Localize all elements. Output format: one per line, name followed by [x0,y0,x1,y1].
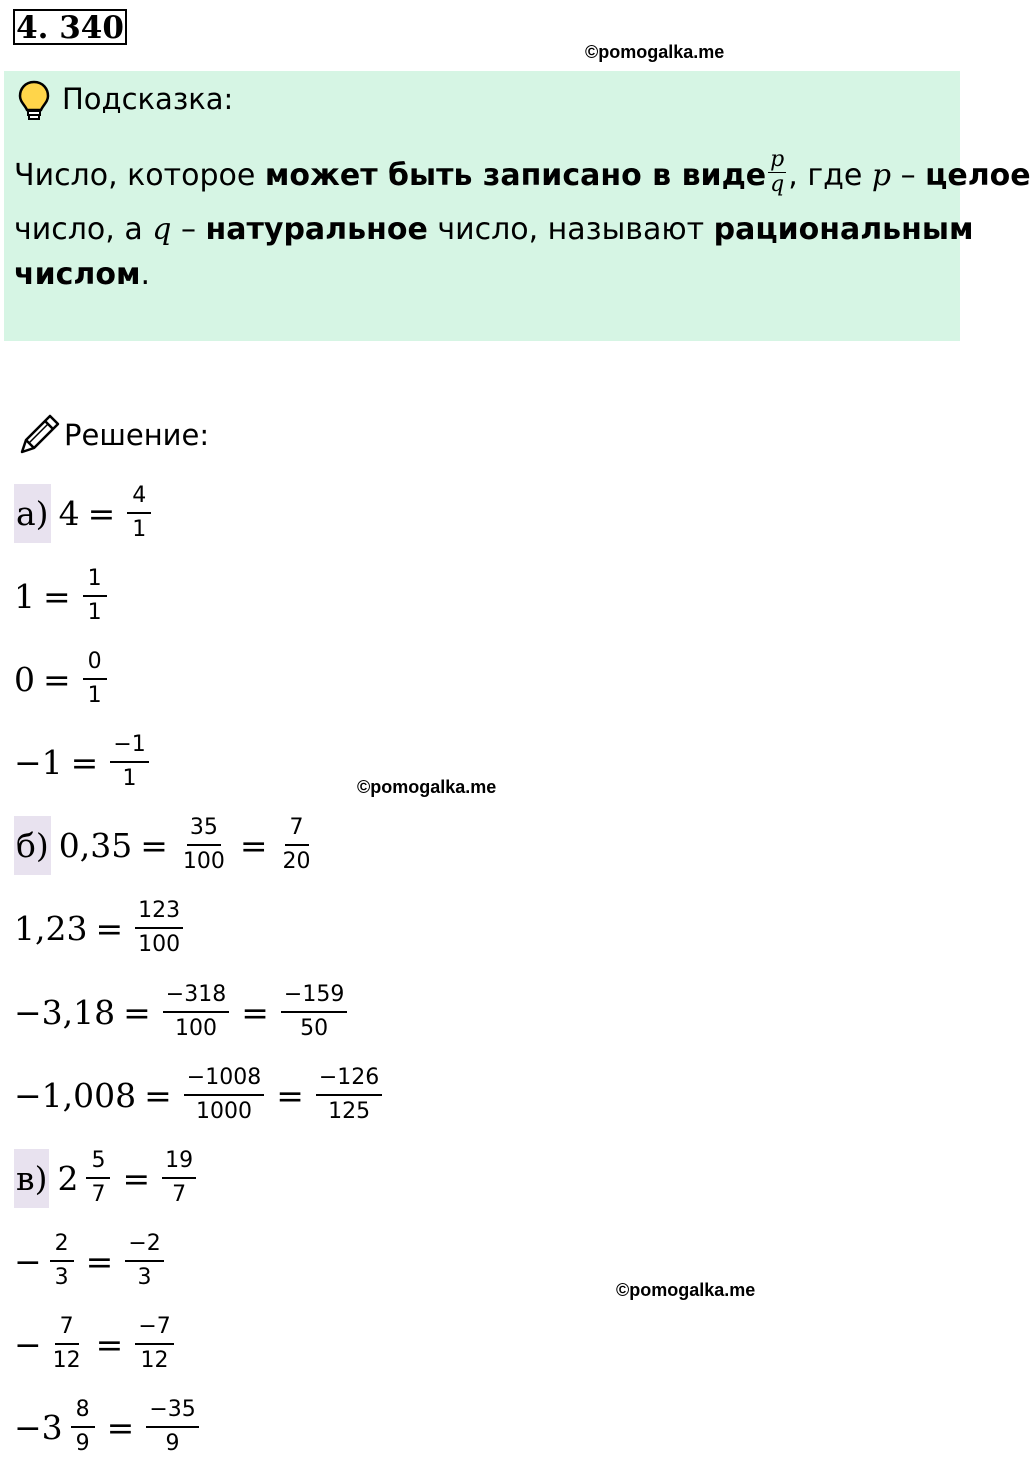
watermark: ©pomogalka.me [616,1280,756,1300]
hint-bold: может быть записано в виде [264,158,767,193]
equals-sign: = [241,992,269,1032]
fraction [163,979,229,1045]
equation-line [14,1148,202,1208]
hint-text: Число, которое [14,158,265,193]
hint-text: – [171,212,206,247]
equation-line [14,649,113,709]
fraction-numerator: −7 [135,1311,173,1345]
fraction-numerator: 4 [127,480,151,514]
hint-text: – [891,158,926,193]
equation-lhs: 0 [14,659,35,699]
fraction-denominator: 12 [140,1348,169,1373]
fraction-denominator: 100 [138,932,181,957]
pencil-icon [18,412,62,456]
fraction-denominator: 1 [87,683,102,708]
fraction-denominator: 12 [52,1348,81,1373]
fraction [127,480,151,546]
hint-line-2 [14,212,974,247]
fraction-numerator: −318 [163,979,229,1013]
part-label: а) [14,484,51,543]
equation-lhs: −3 [14,1407,63,1447]
fraction [86,1145,110,1211]
equation-lhs: − [14,1241,42,1281]
fraction [180,812,228,878]
equation-line [14,483,157,543]
hint-bold: натуральное [205,212,428,247]
fraction [316,1062,382,1128]
equation-lhs: 4 [58,493,80,533]
equals-sign: = [87,493,116,533]
hint-text: число, называют [427,212,714,247]
fraction-denominator: 125 [328,1099,371,1124]
fraction-denominator: 100 [175,1016,218,1041]
equals-sign: = [95,1324,124,1364]
fraction [162,1145,196,1211]
fraction-numerator: 5 [86,1145,110,1179]
hint-text: . [140,257,151,292]
watermark: ©pomogalka.me [357,777,497,797]
equals-sign: = [70,742,99,782]
fraction-numerator: 123 [135,895,183,929]
equals-sign: = [123,992,151,1032]
fraction [135,895,183,961]
fraction-denominator: 100 [182,849,225,874]
fraction [83,646,107,712]
equation-line [14,1065,388,1125]
fraction-denominator: 3 [137,1265,152,1290]
hint-line-1 [14,147,1031,201]
fraction [184,1062,264,1128]
equation-line [14,815,320,875]
part-label: в) [14,1149,49,1208]
hint-bold: рациональным [713,212,974,247]
fraction [50,1228,74,1294]
hint-text: число, а [14,212,153,247]
equals-sign: = [122,1158,151,1198]
fraction [281,979,347,1045]
equation-lhs: 1,23 [14,908,88,948]
equation-lhs: − [14,1324,42,1364]
fraction-denominator: 20 [282,849,311,874]
equals-sign: = [43,576,71,616]
watermark: ©pomogalka.me [585,42,725,62]
equals-sign: = [144,1075,172,1115]
fraction-numerator: 7 [55,1311,79,1345]
equation-line [14,1231,170,1291]
hint-bold: числом [14,257,141,292]
equals-sign: = [85,1241,114,1281]
fraction-denominator: q [770,172,785,197]
hint-variable: q [152,212,172,247]
fraction-numerator: 19 [162,1145,196,1179]
fraction-numerator: −2 [125,1228,163,1262]
fraction-numerator: −1008 [184,1062,264,1096]
equation-line [14,566,113,626]
fraction-numerator: p [770,147,785,172]
fraction [280,812,314,878]
fraction [50,1311,84,1377]
equation-lhs: −1,008 [14,1075,137,1115]
fraction [110,729,148,795]
equals-sign: = [106,1407,135,1447]
equation-line [14,1397,205,1457]
equation-lhs: 1 [14,576,35,616]
equals-sign: = [43,659,71,699]
fraction-denominator: 1 [87,600,102,625]
equation-line [14,1314,180,1374]
equals-sign: = [276,1075,304,1115]
fraction [83,563,107,629]
fraction-denominator: 1000 [195,1099,252,1124]
fraction-numerator: 8 [71,1394,95,1428]
equation-lhs: −1 [14,742,63,782]
fraction-denominator: 1 [122,766,137,791]
fraction-denominator: 7 [172,1182,187,1207]
equals-sign: = [140,825,168,865]
fraction-numerator: −35 [146,1394,198,1428]
fraction-denominator: 9 [75,1431,90,1456]
hint-line-3 [14,257,150,292]
lightbulb-icon [18,80,50,122]
hint-bold: целое [925,158,1031,193]
equation-lhs: 2 [57,1158,79,1198]
hint-text: , где [788,158,872,193]
fraction-numerator: 2 [50,1228,74,1262]
equation-lhs: −3,18 [14,992,116,1032]
equation-line [14,898,189,958]
fraction-denominator: 50 [300,1016,329,1041]
fraction-numerator: 35 [187,812,221,846]
part-label: б) [14,816,51,875]
fraction-denominator: 1 [132,517,147,542]
fraction-denominator: 9 [165,1431,180,1456]
problem-number: 4. 340 [13,9,127,45]
hint-fraction [768,148,786,197]
fraction [125,1228,163,1294]
fraction [135,1311,173,1377]
solution-title: Решение: [64,418,210,452]
fraction-denominator: 3 [54,1265,69,1290]
fraction [71,1394,95,1460]
equation-line [14,732,155,792]
fraction-numerator: −1 [110,729,148,763]
fraction-denominator: 7 [91,1182,106,1207]
fraction-numerator: −126 [316,1062,382,1096]
fraction [146,1394,198,1460]
equation-line [14,982,353,1042]
equals-sign: = [95,908,124,948]
equals-sign: = [239,825,268,865]
hint-title: Подсказка: [62,82,234,116]
fraction-numerator: 7 [285,812,309,846]
equation-lhs: 0,35 [58,825,133,865]
fraction-numerator: 0 [83,646,107,680]
fraction-numerator: 1 [83,563,107,597]
hint-variable: p [871,158,892,193]
fraction-numerator: −159 [281,979,347,1013]
